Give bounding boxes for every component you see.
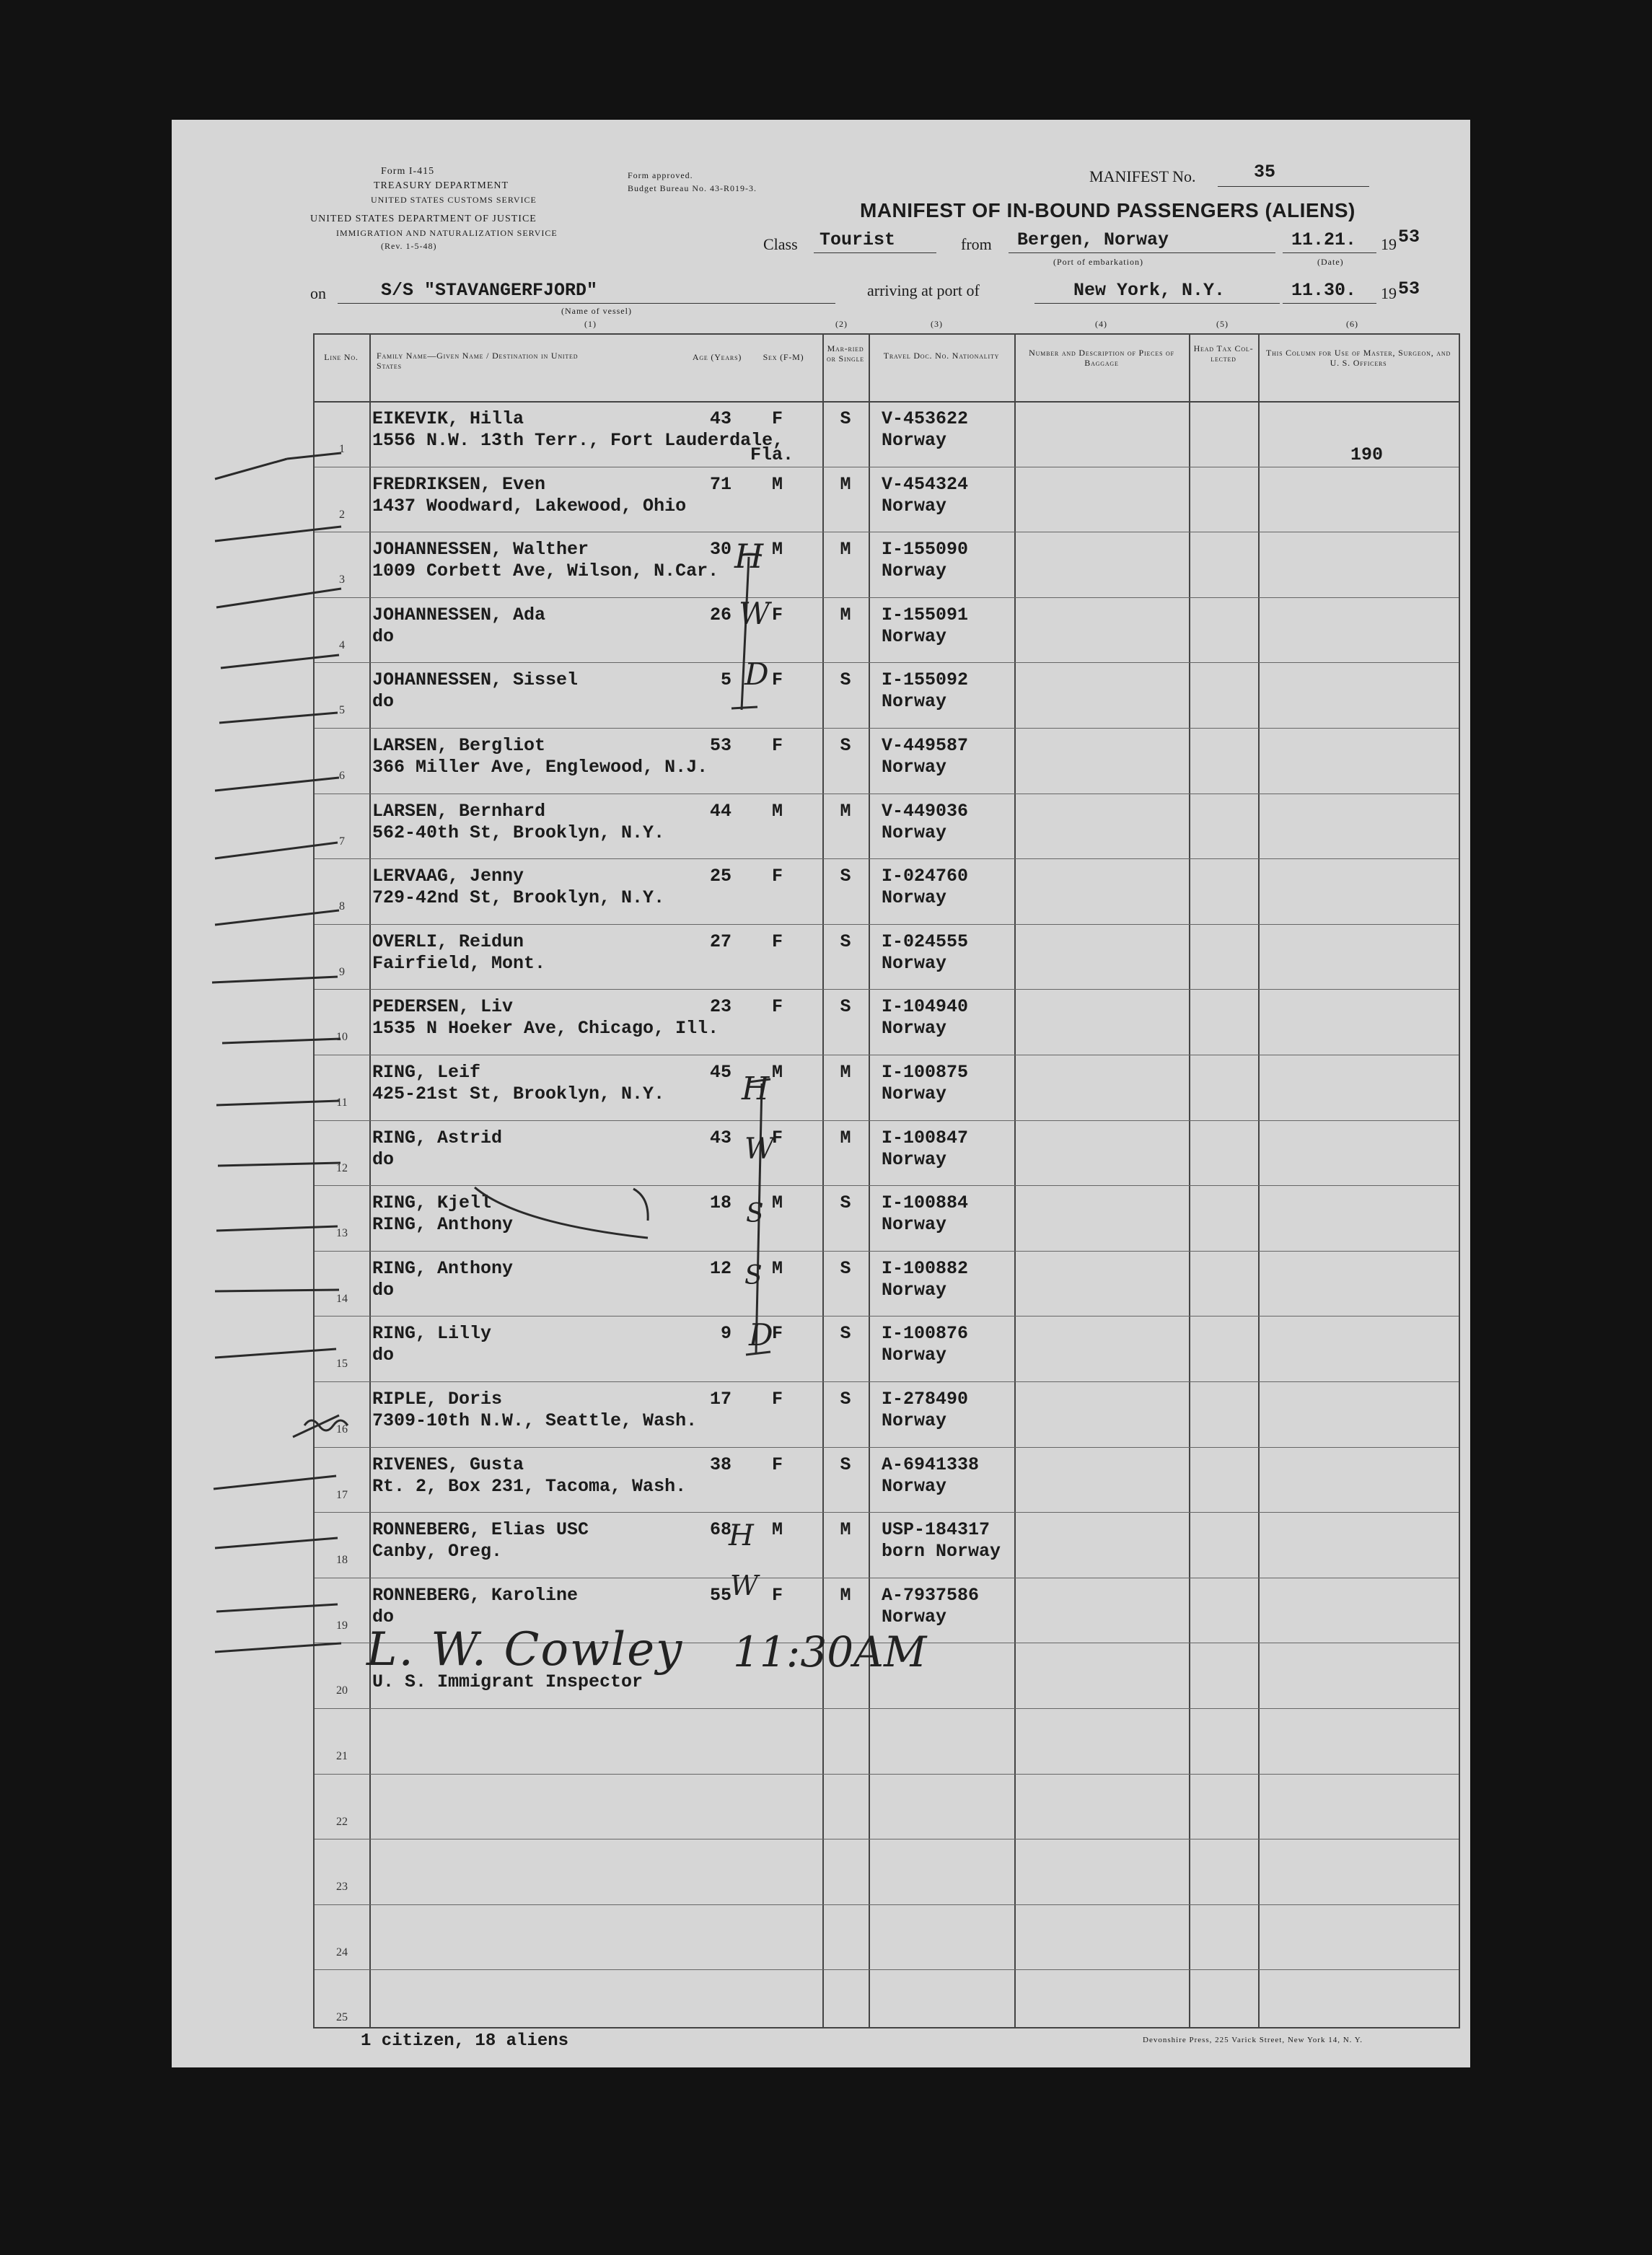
passenger-name: RING, Anthony	[372, 1257, 514, 1279]
nationality: Norway	[882, 1606, 947, 1627]
travel-document: I-024760	[882, 866, 969, 887]
arrival-date: 11.30.	[1291, 280, 1357, 301]
passenger-destination: 729-42nd St, Brooklyn, N.Y.	[372, 887, 665, 909]
treasury-dept: TREASURY DEPARTMENT	[374, 180, 509, 191]
passenger-name: FREDRIKSEN, Even	[372, 473, 546, 495]
class-label: Class	[763, 235, 798, 253]
passenger-sex: F	[772, 1454, 783, 1475]
line-number: 4	[339, 638, 345, 651]
nationality: Norway	[882, 625, 947, 647]
passenger-destination: do	[372, 625, 395, 647]
marital-status: M	[840, 473, 851, 495]
line-number: 3	[339, 573, 345, 586]
family-mark: W	[730, 1570, 759, 1601]
passenger-name: LARSEN, Bernhard	[372, 800, 546, 822]
column-head-line: Line No.	[324, 352, 359, 362]
passenger-sex: F	[772, 866, 783, 887]
passenger-sex: F	[772, 735, 783, 756]
column-head-tax: Head Tax Col-lected	[1193, 343, 1254, 364]
col-number: (5)	[1216, 319, 1229, 329]
line-number: 12	[336, 1161, 348, 1174]
manifest-title: MANIFEST OF IN-BOUND PASSENGERS (ALIENS)	[860, 199, 1356, 221]
travel-document: I-155092	[882, 669, 969, 691]
passenger-sex: F	[772, 604, 783, 625]
travel-document: USP-184317	[882, 1519, 990, 1541]
passenger-age: 5	[720, 669, 731, 691]
passenger-sex: F	[772, 1389, 783, 1410]
passenger-name: JOHANNESSEN, Sissel	[372, 669, 579, 691]
passenger-age: 45	[709, 1062, 731, 1083]
line-number: 15	[336, 1358, 348, 1371]
column-head-sex: Sex (F-M)	[763, 352, 804, 362]
passenger-sex: M	[772, 1257, 783, 1279]
travel-document: I-100882	[882, 1257, 969, 1279]
passenger-name: RING, Leif	[372, 1062, 481, 1083]
family-mark: W	[739, 596, 770, 631]
passenger-age: 18	[709, 1192, 731, 1214]
line-number: 10	[336, 1031, 348, 1044]
passenger-destination: Rt. 2, Box 231, Tacoma, Wash.	[372, 1475, 687, 1497]
column-head-officers: This Column for Use of Master, Surgeon, and U. S. Officers	[1265, 348, 1451, 368]
travel-document: I-100876	[882, 1323, 969, 1345]
travel-document: I-100847	[882, 1127, 969, 1148]
passenger-name: RONNEBERG, Elias USC	[372, 1519, 589, 1541]
line-number: 18	[336, 1554, 348, 1567]
passenger-sex: M	[772, 473, 783, 495]
passenger-destination: 562-40th St, Brooklyn, N.Y.	[372, 822, 665, 843]
nationality: Norway	[882, 1345, 947, 1366]
passenger-sex: F	[772, 408, 783, 429]
passenger-sex: M	[772, 539, 783, 561]
passenger-destination: 1009 Corbett Ave, Wilson, N.Car.	[372, 561, 719, 582]
col-number: (6)	[1346, 319, 1358, 329]
budget-bureau: Budget Bureau No. 43-R019-3.	[628, 183, 757, 193]
marital-status: S	[840, 1192, 851, 1214]
nationality: Norway	[882, 430, 947, 451]
on-label: on	[310, 284, 326, 302]
family-mark: S	[744, 1261, 763, 1291]
line-number: 25	[336, 2011, 348, 2024]
travel-document: I-278490	[882, 1389, 969, 1410]
nationality: Norway	[882, 1018, 947, 1039]
class-value: Tourist	[820, 229, 896, 250]
passenger-age: 12	[709, 1257, 731, 1279]
marital-status: M	[840, 1519, 851, 1541]
column-head-married: Mar-ried or Single	[827, 343, 864, 364]
passenger-name: JOHANNESSEN, Ada	[372, 604, 546, 625]
nationality: Norway	[882, 1083, 947, 1104]
passenger-name: RING, Kjell	[372, 1192, 492, 1214]
port-caption: (Port of embarkation)	[1053, 257, 1143, 267]
passenger-name: RING, Lilly	[372, 1323, 492, 1345]
departure-date: 11.21.	[1291, 229, 1357, 250]
line-number: 1	[339, 443, 345, 455]
family-mark: S	[746, 1199, 764, 1228]
travel-document: I-100875	[882, 1062, 969, 1083]
passenger-sex: M	[772, 800, 783, 822]
line-number: 7	[339, 835, 345, 848]
passenger-name: RIVENES, Gusta	[372, 1454, 524, 1475]
passenger-sex: F	[772, 931, 783, 952]
marital-status: S	[840, 1323, 851, 1345]
column-head-name: Family Name—Given Name / Destination in United States	[377, 351, 579, 371]
from-value: Bergen, Norway	[1017, 229, 1169, 250]
passenger-age: 25	[709, 866, 731, 887]
travel-document: V-453622	[882, 408, 969, 429]
passenger-name: JOHANNESSEN, Walther	[372, 539, 589, 561]
vessel-name: S/S "STAVANGERFJORD"	[381, 280, 598, 301]
departure-year: 53	[1398, 227, 1420, 247]
line-number: 16	[336, 1423, 348, 1436]
manifest-number: 35	[1254, 162, 1276, 183]
travel-document: V-449036	[882, 800, 969, 822]
travel-document: I-100884	[882, 1192, 969, 1214]
travel-document: I-155091	[882, 604, 969, 625]
passenger-age: 43	[709, 1127, 731, 1148]
passenger-destination: do	[372, 1606, 395, 1627]
manifest-label: MANIFEST No.	[1089, 167, 1196, 185]
passenger-age: 17	[709, 1389, 731, 1410]
summary-count: 1 citizen, 18 aliens	[361, 2031, 569, 2051]
passenger-name: RIPLE, Doris	[372, 1389, 503, 1410]
travel-document: A-6941338	[882, 1454, 980, 1475]
travel-document: V-449587	[882, 735, 969, 756]
passenger-age: 68	[709, 1519, 731, 1541]
from-label: from	[961, 235, 992, 253]
passenger-name: RONNEBERG, Karoline	[372, 1584, 579, 1606]
passenger-age: 23	[709, 996, 731, 1018]
passenger-age: 71	[709, 473, 731, 495]
nationality: Norway	[882, 1148, 947, 1170]
travel-document: A-7937586	[882, 1584, 980, 1606]
nationality: Norway	[882, 561, 947, 582]
vessel-caption: (Name of vessel)	[561, 306, 632, 316]
passenger-sex: F	[772, 1323, 783, 1345]
marital-status: S	[840, 735, 851, 756]
arrival-year-prefix: 19	[1381, 284, 1397, 302]
handwritten-marks	[172, 120, 1470, 2067]
arriving-label: arriving at port of	[867, 281, 980, 299]
marital-status: S	[840, 866, 851, 887]
line-number: 11	[336, 1096, 348, 1109]
line-number: 23	[336, 1881, 348, 1894]
passenger-destination: 1556 N.W. 13th Terr., Fort Lauderdale,	[372, 430, 784, 451]
passenger-age: 27	[709, 931, 731, 952]
passenger-sex: F	[772, 1584, 783, 1606]
manifest-page	[172, 120, 1470, 2067]
passenger-destination: do	[372, 1279, 395, 1301]
passenger-age: 9	[720, 1323, 731, 1345]
passenger-destination: 1535 N Hoeker Ave, Chicago, Ill.	[372, 1018, 719, 1039]
line-number: 22	[336, 1815, 348, 1828]
nationality: Norway	[882, 1475, 947, 1497]
passenger-age: 44	[709, 800, 731, 822]
column-head-age: Age (Years)	[692, 352, 742, 362]
marital-status: S	[840, 1257, 851, 1279]
passenger-name: LARSEN, Bergliot	[372, 735, 546, 756]
passenger-name: EIKEVIK, Hilla	[372, 408, 524, 429]
passenger-age: 53	[709, 735, 731, 756]
officer-note: 190	[1350, 444, 1384, 465]
passenger-age: 43	[709, 408, 731, 429]
passenger-sex: M	[772, 1062, 783, 1083]
passenger-sex: M	[772, 1192, 783, 1214]
travel-document: V-454324	[882, 473, 969, 495]
family-mark: D	[749, 1317, 773, 1353]
passenger-destination: Fairfield, Mont.	[372, 952, 546, 974]
date-caption: (Date)	[1317, 257, 1344, 267]
nationality: Norway	[882, 495, 947, 517]
travel-document: I-155090	[882, 539, 969, 561]
form-number: Form I-415	[381, 166, 435, 177]
line-number: 17	[336, 1488, 348, 1501]
marital-status: S	[840, 669, 851, 691]
nationality: Norway	[882, 757, 947, 778]
arrival-year: 53	[1398, 278, 1420, 299]
passenger-destination: RING, Anthony	[372, 1214, 514, 1236]
travel-document: I-024555	[882, 931, 969, 952]
departure-year-prefix: 19	[1381, 235, 1397, 253]
passenger-name: PEDERSEN, Liv	[372, 996, 514, 1018]
line-number: 9	[339, 965, 345, 978]
passenger-destination: do	[372, 1148, 395, 1170]
line-number: 5	[339, 704, 345, 717]
justice-dept: UNITED STATES DEPARTMENT OF JUSTICE	[310, 214, 537, 224]
marital-status: S	[840, 931, 851, 952]
arrival-port: New York, N.Y.	[1073, 280, 1226, 301]
nationality: Norway	[882, 1279, 947, 1301]
marital-status: M	[840, 1127, 851, 1148]
passenger-sex: F	[772, 669, 783, 691]
ins-name: IMMIGRATION AND NATURALIZATION SERVICE	[336, 228, 558, 238]
marital-status: M	[840, 539, 851, 561]
line-number: 21	[336, 1750, 348, 1762]
passenger-sex: M	[772, 1519, 783, 1541]
line-number: 20	[336, 1684, 348, 1697]
family-mark: H	[742, 1071, 770, 1107]
line-number: 6	[339, 770, 345, 782]
line-number: 8	[339, 900, 345, 913]
family-mark: D	[744, 656, 769, 692]
family-mark: H	[729, 1519, 754, 1552]
passenger-destination: 425-21st St, Brooklyn, N.Y.	[372, 1083, 665, 1104]
printer-imprint: Devonshire Press, 225 Varick Street, New York 14, N. Y.	[1143, 2036, 1363, 2044]
passenger-age: 55	[709, 1584, 731, 1606]
col-number: (4)	[1095, 319, 1107, 329]
customs-service: UNITED STATES CUSTOMS SERVICE	[371, 195, 537, 205]
marital-status: M	[840, 1062, 851, 1083]
passenger-destination: U. S. Immigrant Inspector	[372, 1671, 643, 1693]
nationality: Norway	[882, 1214, 947, 1236]
passenger-destination: do	[372, 1345, 395, 1366]
passenger-destination: 7309-10th N.W., Seattle, Wash.	[372, 1410, 698, 1431]
nationality: Norway	[882, 822, 947, 843]
family-mark: W	[744, 1133, 775, 1166]
passenger-sex: F	[772, 1127, 783, 1148]
line-number: 2	[339, 508, 345, 521]
line-number: 13	[336, 1227, 348, 1240]
passenger-age: 38	[709, 1454, 731, 1475]
marital-status: S	[840, 1389, 851, 1410]
marital-status: S	[840, 408, 851, 429]
passenger-destination: 1437 Woodward, Lakewood, Ohio	[372, 495, 687, 517]
nationality: Norway	[882, 887, 947, 909]
passenger-destination: Canby, Oreg.	[372, 1541, 503, 1562]
passenger-name: OVERLI, Reidun	[372, 931, 524, 952]
passenger-destination: 366 Miller Ave, Englewood, N.J.	[372, 757, 708, 778]
passenger-name: LERVAAG, Jenny	[372, 866, 524, 887]
revision: (Rev. 1-5-48)	[381, 241, 437, 251]
marital-status: M	[840, 1584, 851, 1606]
marital-status: M	[840, 800, 851, 822]
nationality: Norway	[882, 691, 947, 713]
line-number: 19	[336, 1619, 348, 1632]
form-approved: Form approved.	[628, 170, 693, 180]
signature-time: 11:30AM	[733, 1627, 927, 1676]
inspector-signature: L. W. Cowley	[366, 1623, 684, 1676]
marital-status: S	[840, 1454, 851, 1475]
family-mark: H	[734, 537, 764, 576]
travel-document: I-104940	[882, 996, 969, 1018]
column-head-travel: Travel Doc. No. Nationality	[883, 351, 1000, 361]
col-number: (3)	[931, 319, 943, 329]
line-number: 24	[336, 1946, 348, 1959]
passenger-destination-cont: Fla.	[750, 444, 794, 465]
passenger-age: 26	[709, 604, 731, 625]
nationality: Norway	[882, 952, 947, 974]
col-number: (2)	[835, 319, 848, 329]
column-head-baggage: Number and Description of Pieces of Baggage	[1029, 348, 1174, 368]
passenger-age: 30	[709, 539, 731, 561]
line-number: 14	[336, 1292, 348, 1305]
col-number: (1)	[584, 319, 597, 329]
passenger-name: RING, Astrid	[372, 1127, 503, 1148]
passenger-destination: do	[372, 691, 395, 713]
nationality: Norway	[882, 1410, 947, 1431]
passenger-sex: F	[772, 996, 783, 1018]
nationality: born Norway	[882, 1541, 1001, 1562]
marital-status: M	[840, 604, 851, 625]
marital-status: S	[840, 996, 851, 1018]
